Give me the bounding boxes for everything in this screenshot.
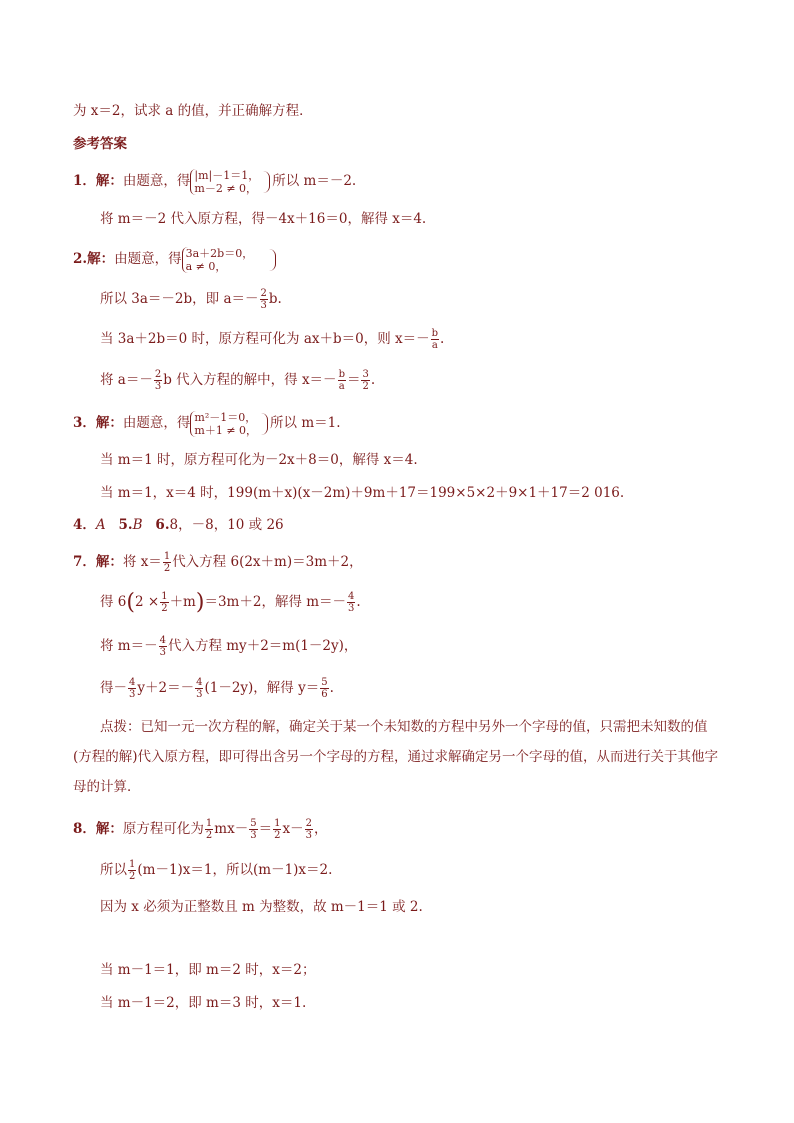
q2-line-1 bbox=[73, 244, 278, 274]
q8-l1c: ＝ bbox=[258, 821, 273, 837]
denominator: 3 bbox=[250, 830, 257, 841]
q8-l1e: ， bbox=[313, 821, 328, 837]
q2-brace bbox=[269, 249, 276, 271]
numerator: 5 bbox=[250, 818, 257, 829]
q2-system bbox=[182, 247, 254, 273]
q4-number: 4． bbox=[73, 517, 96, 533]
fraction bbox=[163, 551, 171, 574]
q7-l2b: 2 × bbox=[134, 594, 160, 610]
q7-l2c: ＋m bbox=[169, 594, 196, 610]
numerator: 4 bbox=[159, 635, 166, 646]
denominator: a bbox=[431, 340, 438, 351]
q2-l3b: . bbox=[440, 331, 445, 347]
fraction bbox=[361, 369, 369, 392]
q7-jie: 解： bbox=[95, 554, 123, 570]
fraction bbox=[249, 818, 257, 841]
numerator: 5 bbox=[321, 677, 328, 688]
q1-brace bbox=[263, 171, 270, 193]
q8-number: 8． bbox=[73, 821, 96, 837]
q3-line-1 bbox=[73, 408, 341, 438]
fraction bbox=[195, 677, 203, 700]
q3-number: 3． bbox=[73, 415, 96, 431]
q2-line-2 bbox=[100, 286, 282, 312]
numerator: 3 bbox=[362, 369, 369, 380]
q8-line-3: 因为 x 必须为正整数且 m 为整数，故 m－1＝1 或 2. bbox=[100, 899, 423, 915]
q3-system bbox=[190, 411, 257, 437]
fraction bbox=[347, 591, 355, 614]
q7-l3a: 将 m＝－ bbox=[100, 638, 158, 654]
numerator: 1 bbox=[129, 859, 136, 870]
numerator: b bbox=[338, 369, 345, 380]
denominator: 2 bbox=[274, 830, 281, 841]
q7-l1b: 代入方程 6(2x＋m)＝3m＋2， bbox=[172, 554, 363, 570]
q8-l1a: 原方程可化为 bbox=[122, 821, 204, 837]
q3-sys-eq2: m＋1 ≠ 0， bbox=[194, 423, 258, 437]
denominator: 3 bbox=[196, 689, 203, 700]
q2-l4d: . bbox=[370, 372, 376, 388]
q8-l2b: (m－1)x＝1，所以(m－1)x＝2. bbox=[137, 862, 333, 878]
q3-jie: 解： bbox=[95, 415, 123, 431]
q2-l4c: ＝ bbox=[346, 372, 361, 388]
q8-l1d: x－ bbox=[282, 821, 304, 837]
denominator: 2 bbox=[161, 603, 168, 614]
q7-l4a: 得－ bbox=[100, 680, 127, 696]
numerator: 1 bbox=[205, 818, 213, 829]
q8-line-5: 当 m－1＝2，即 m＝3 时，x＝1. bbox=[100, 995, 307, 1011]
q3-brace bbox=[261, 413, 268, 435]
numerator: 2 bbox=[154, 369, 162, 380]
fraction bbox=[305, 818, 313, 841]
denominator: 3 bbox=[348, 603, 355, 614]
q2-lead: 由题意，得 bbox=[114, 251, 182, 267]
q8-line-4: 当 m－1＝1，即 m＝2 时，x＝2； bbox=[100, 962, 316, 978]
fraction bbox=[160, 591, 168, 614]
numerator: b bbox=[431, 328, 439, 339]
fraction bbox=[205, 818, 213, 841]
q1-tail: 所以 m＝－2. bbox=[272, 173, 357, 189]
q7-l2e: . bbox=[356, 594, 361, 610]
denominator: 2 bbox=[129, 871, 136, 882]
fraction bbox=[338, 369, 346, 392]
q8-line-2 bbox=[100, 856, 332, 884]
q7-l4c: (1－2y)，解得 y＝ bbox=[204, 680, 320, 696]
q2-line-4 bbox=[100, 367, 375, 393]
q5-answer: B bbox=[132, 517, 143, 533]
fraction bbox=[159, 635, 167, 658]
q3-sys-eq1: m²－1＝0， bbox=[194, 410, 257, 424]
q2-sys-eq1: 3a＋2b＝0， bbox=[185, 246, 254, 260]
q7-line-4 bbox=[100, 674, 334, 702]
q7-line-2 bbox=[100, 588, 361, 616]
q7-l4b: y＋2＝－ bbox=[137, 680, 195, 696]
denominator: 2 bbox=[362, 381, 369, 392]
denominator: a bbox=[338, 381, 345, 392]
q7-l3b: 代入方程 my＋2＝m(1－2y)， bbox=[167, 638, 358, 654]
q7-l1a: 将 x＝ bbox=[122, 554, 162, 570]
denominator: 3 bbox=[129, 689, 136, 700]
q6-answer: 8，－8，10 或 26 bbox=[169, 517, 284, 533]
intro-text: 为 x＝2，试求 a 的值，并正确解方程． bbox=[73, 103, 313, 119]
q2-l2b: b. bbox=[268, 291, 282, 307]
q7-number: 7． bbox=[73, 554, 96, 570]
numerator: 1 bbox=[274, 818, 281, 829]
q1-system bbox=[190, 169, 259, 195]
fraction bbox=[431, 328, 439, 351]
denominator: 2 bbox=[163, 563, 171, 574]
q2-number: 2. bbox=[73, 251, 88, 267]
denominator: 2 bbox=[205, 830, 213, 841]
q1-lead: 由题意，得 bbox=[122, 173, 191, 189]
right-paren: ) bbox=[195, 589, 205, 615]
q7-l2d: ＝3m＋2，解得 m＝－ bbox=[204, 594, 347, 610]
q2-line-3 bbox=[100, 326, 444, 352]
q7-l4d: . bbox=[329, 680, 334, 696]
q1-number: 1． bbox=[73, 173, 96, 189]
numerator: 1 bbox=[163, 551, 171, 562]
q1-line-1 bbox=[73, 166, 356, 196]
q2-l2a: 所以 3a＝－2b，即 a＝－ bbox=[100, 291, 259, 307]
numerator: 4 bbox=[196, 677, 203, 688]
fraction bbox=[273, 818, 281, 841]
numerator: 1 bbox=[161, 591, 168, 602]
q7-tip: 点拨：已知一元一次方程的解，确定关于某一个未知数的方程中另外一个字母的值，只需把未知数的值(方程的解)代入原方程，即可得出含另一个字母的方程，通过求解确定另一个字母的值，从而进行关于其他字母的计算． bbox=[73, 719, 719, 795]
q2-l3a: 当 3a＋2b＝0 时，原方程可化为 ax＋b＝0，则 x＝－ bbox=[100, 331, 430, 347]
q4-6-line bbox=[73, 517, 284, 533]
q3-lead: 由题意，得 bbox=[122, 415, 191, 431]
q3-line-3: 当 m＝1，x＝4 时，199(m＋x)(x－2m)＋9m＋17＝199×5×2＋9×1＋17＝2 016. bbox=[100, 485, 625, 501]
q7-l2a: 得 6 bbox=[100, 594, 127, 610]
q2-l4a: 将 a＝－ bbox=[100, 372, 153, 388]
q1-jie: 解： bbox=[95, 173, 123, 189]
denominator: 3 bbox=[159, 647, 166, 658]
fraction bbox=[128, 677, 136, 700]
numerator: 2 bbox=[260, 288, 267, 299]
q3-line-2: 当 m＝1 时，原方程可化为－2x＋8＝0，解得 x＝4. bbox=[100, 452, 418, 468]
fraction bbox=[128, 859, 136, 882]
fraction bbox=[320, 677, 328, 700]
fraction bbox=[154, 369, 162, 392]
denominator: 3 bbox=[260, 300, 267, 311]
q4-answer: A bbox=[95, 517, 106, 533]
denominator: 3 bbox=[305, 830, 312, 841]
q7-line-1 bbox=[73, 548, 363, 576]
q7-line-3 bbox=[100, 632, 357, 660]
q8-line-1 bbox=[73, 815, 327, 843]
q5-number: 5. bbox=[118, 517, 133, 533]
fraction bbox=[260, 288, 268, 311]
q2-l4b: b 代入方程的解中，得 x＝－ bbox=[163, 372, 337, 388]
denominator: 3 bbox=[154, 381, 162, 392]
left-paren: ( bbox=[126, 589, 135, 615]
q1-sys-eq2: m－2 ≠ 0， bbox=[194, 181, 258, 195]
q8-jie: 解： bbox=[95, 821, 123, 837]
q8-l2a: 所以 bbox=[100, 862, 127, 878]
q8-l1b: mx－ bbox=[214, 821, 249, 837]
numerator: 4 bbox=[129, 677, 136, 688]
q2-jie: 解： bbox=[87, 251, 115, 267]
numerator: 2 bbox=[305, 818, 312, 829]
answer-heading: 参考答案 bbox=[73, 136, 127, 152]
q6-number: 6. bbox=[155, 517, 170, 533]
denominator: 6 bbox=[321, 689, 328, 700]
q1-sys-eq1: |m|－1＝1， bbox=[194, 168, 260, 182]
q1-line-2: 将 m＝－2 代入原方程，得－4x＋16＝0，解得 x＝4. bbox=[100, 211, 427, 227]
q2-sys-eq2: a ≠ 0， bbox=[185, 259, 227, 273]
numerator: 4 bbox=[348, 591, 355, 602]
q3-tail: 所以 m＝1. bbox=[270, 415, 341, 431]
